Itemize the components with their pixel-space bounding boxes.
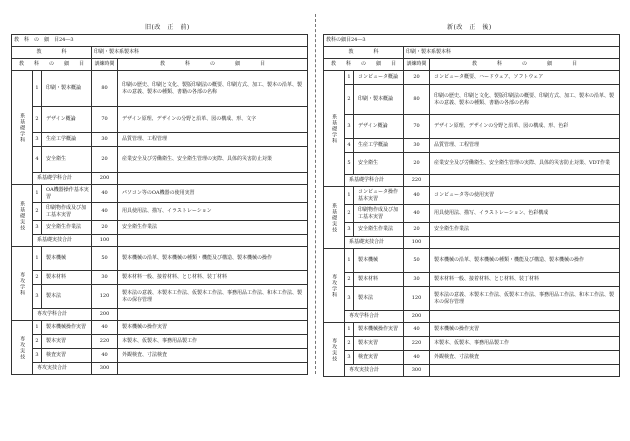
training-hours: 40 (404, 323, 430, 337)
subject-name: 生産工学概論 (354, 139, 404, 153)
col-header-content: 教 科 の 細 目 (430, 59, 620, 71)
table-row (324, 249, 620, 273)
subject-content: 本製本、仮製本、事務用品製工作 (430, 337, 620, 351)
group-label: 専攻学科 (324, 249, 345, 323)
row-number: 3 (345, 223, 354, 237)
group-label: 系基礎実技 (12, 185, 33, 247)
row-number: 1 (33, 247, 42, 271)
subject-content: 用具使用法、描写、イラストレーション、色彩構成 (430, 205, 620, 223)
training-hours: 20 (92, 147, 118, 173)
training-hours: 80 (404, 85, 430, 115)
subtotal-row (12, 309, 308, 321)
table-row (324, 115, 620, 139)
table-row (324, 351, 620, 365)
group-label: 専攻実技 (324, 323, 345, 377)
row-number: 4 (345, 139, 354, 153)
kyoka-label: 教 科 (324, 47, 404, 59)
subject-name: コンピュータ概論 (354, 71, 404, 85)
row-number: 3 (33, 133, 42, 147)
training-hours: 40 (92, 203, 118, 221)
subtotal-row (12, 235, 308, 247)
training-hours: 40 (92, 185, 118, 203)
table-row (12, 271, 308, 285)
training-hours: 40 (404, 187, 430, 205)
subject-content: 製本法の意義、本製本工作法、仮製本工作法、事務用品工作法、和本工作法、製本の保存管理 (118, 285, 308, 309)
row-number: 2 (33, 335, 42, 349)
table-row (12, 221, 308, 235)
subject-name: デザイン概論 (42, 107, 92, 133)
subject-content: デザイン原理、デザインの分野と沿革、図の構成、形、文字 (118, 107, 308, 133)
group-label: 系基礎学科 (324, 71, 345, 187)
table-row (324, 273, 620, 287)
subject-content: 印刷の歴史、印刷と文化、製版印刷法の概要、印刷方式、加工、製本の沿革、製本の意義、製本の種類、書籍の各部の名称 (430, 85, 620, 115)
subtotal-label: 専攻実技合計 (345, 365, 404, 377)
table-row (12, 247, 308, 271)
table-row (324, 139, 620, 153)
subtotal-hours: 200 (404, 311, 430, 323)
subject-content: 製本機械の沿革、製本機械の種類・機能及び構造、製本機械の操作 (118, 247, 308, 271)
table-row (324, 205, 620, 223)
table-caption: 教科の細目24―3 (324, 35, 620, 47)
kyoka-label: 教 科 (12, 47, 92, 59)
subject-name: 安全衛生作業法 (354, 223, 404, 237)
subtotal-label: 系基礎実技合計 (33, 235, 92, 247)
table-row (324, 287, 620, 311)
subtotal-row (12, 173, 308, 185)
subject-content: 製本材料一般、接着材料、とじ材料、装丁材料 (118, 271, 308, 285)
subject-content: 用具使用法、描写、イラストレーション (118, 203, 308, 221)
subtotal-hours: 300 (92, 363, 118, 375)
table-row (324, 153, 620, 175)
subtotal-blank (430, 365, 620, 377)
row-number: 1 (345, 187, 354, 205)
table-row (12, 321, 308, 335)
subject-name: 製本材料 (42, 271, 92, 285)
subject-content: 安全衛生作業法 (118, 221, 308, 235)
training-hours: 50 (404, 249, 430, 273)
training-hours: 220 (92, 335, 118, 349)
training-hours: 50 (92, 247, 118, 271)
table-row (12, 71, 308, 107)
kyoka-value: 印刷・製本系製本科 (404, 47, 620, 59)
row-number: 3 (33, 221, 42, 235)
subject-name: 製本法 (354, 287, 404, 311)
subject-content: 産業安全及び労働衛生、安全衛生管理の実際、具体的災害防止対策 (118, 147, 308, 173)
subject-name: 印刷物作成及び加工基本実習 (42, 203, 92, 221)
training-hours: 40 (404, 351, 430, 365)
table-row (324, 71, 620, 85)
subject-content: 製本材料一般、接着材料、とじ材料、装丁材料 (430, 273, 620, 287)
subject-content: 製本機械の操作実習 (118, 321, 308, 335)
subtotal-blank (430, 311, 620, 323)
col-header-content: 教 科 の 細 目 (118, 59, 308, 71)
subject-name: 検査実習 (354, 351, 404, 365)
subtotal-label: 専攻実技合計 (33, 363, 92, 375)
group-label: 系基礎実技 (324, 187, 345, 249)
row-number: 1 (345, 71, 354, 85)
row-number: 2 (33, 271, 42, 285)
subject-name: 検査実習 (42, 349, 92, 363)
table-row (12, 185, 308, 203)
subject-name: 安全衛生 (42, 147, 92, 173)
new-curriculum-table (323, 34, 620, 377)
training-hours: 70 (92, 107, 118, 133)
subject-content: 外観検査、寸法検査 (430, 351, 620, 365)
row-number: 1 (345, 249, 354, 273)
subject-content: パソコン等のOA機器の使用実習 (118, 185, 308, 203)
old-heading: 旧(改 正 前) (145, 24, 190, 31)
subject-name: 製本材料 (354, 273, 404, 287)
subject-name: 製本機械操作実習 (354, 323, 404, 337)
subject-content: コンピュータ概要、ハードウェア、ソフトウェア (430, 71, 620, 85)
training-hours: 20 (404, 153, 430, 175)
table-row (324, 85, 620, 115)
training-hours: 30 (404, 139, 430, 153)
subtotal-blank (118, 363, 308, 375)
col-header-hours: 訓練時間 (92, 59, 118, 71)
subject-content: 印刷の歴史、印刷と文化、製版印刷法の概要、印刷方式、加工、製本の沿革、製本の意義、製本の種類、書籍の各部の名称 (118, 71, 308, 107)
row-number: 1 (345, 323, 354, 337)
subject-name: 印刷物作成及び加工基本実習 (354, 205, 404, 223)
row-number: 3 (345, 115, 354, 139)
subtotal-row (324, 175, 620, 187)
subtotal-label: 系基礎実技合計 (345, 237, 404, 249)
kyoka-value: 印刷・製本系製本科 (92, 47, 308, 59)
row-number: 3 (345, 287, 354, 311)
subject-content: 産業安全及び労働衛生、安全衛生管理の実際、具体的災害防止対策、VDT作業 (430, 153, 620, 175)
row-number: 3 (33, 285, 42, 309)
training-hours: 220 (404, 337, 430, 351)
subject-name: 製本機械 (354, 249, 404, 273)
table-row (12, 203, 308, 221)
subtotal-blank (118, 309, 308, 321)
subject-name: 製本機械 (42, 247, 92, 271)
subject-name: 製本法 (42, 285, 92, 309)
table-row (12, 107, 308, 133)
subject-content: 品質管理、工程管理 (430, 139, 620, 153)
row-number: 3 (33, 349, 42, 363)
row-number: 2 (345, 85, 354, 115)
subject-content: 製本法の意義、本製本工作法、仮製本工作法、事務用品工作法、和本工作法、製本の保存管理 (430, 287, 620, 311)
training-hours: 20 (404, 223, 430, 237)
subtotal-label: 系基礎学科合計 (33, 173, 92, 185)
row-number: 3 (345, 351, 354, 365)
subtotal-row (324, 237, 620, 249)
row-number: 4 (33, 147, 42, 173)
group-label: 専攻実技 (12, 321, 33, 375)
old-curriculum-table (11, 34, 308, 375)
subject-content: 外観検査、寸法検査 (118, 349, 308, 363)
training-hours: 40 (92, 321, 118, 335)
training-hours: 30 (92, 133, 118, 147)
subtotal-blank (118, 173, 308, 185)
center-divider (315, 14, 316, 374)
training-hours: 40 (92, 349, 118, 363)
subject-name: 印刷・製本概論 (354, 85, 404, 115)
table-row (12, 147, 308, 173)
table-row (324, 187, 620, 205)
subtotal-label: 系基礎学科合計 (345, 175, 404, 187)
table-row (12, 285, 308, 309)
row-number: 1 (33, 71, 42, 107)
subject-name: 印刷・製本概論 (42, 71, 92, 107)
new-heading: 新(改 正 後) (447, 24, 492, 31)
training-hours: 120 (92, 285, 118, 309)
subject-name: OA機器操作基本実習 (42, 185, 92, 203)
table-row (324, 337, 620, 351)
row-number: 2 (33, 203, 42, 221)
subtotal-blank (430, 175, 620, 187)
subtotal-blank (430, 237, 620, 249)
subtotal-hours: 300 (404, 365, 430, 377)
training-hours: 40 (404, 205, 430, 223)
subtotal-hours: 100 (404, 237, 430, 249)
row-number: 2 (345, 273, 354, 287)
subject-name: デザイン概論 (354, 115, 404, 139)
training-hours: 120 (404, 287, 430, 311)
training-hours: 80 (92, 71, 118, 107)
subtotal-label: 専攻学科合計 (33, 309, 92, 321)
subject-name: 製本機械操作実習 (42, 321, 92, 335)
subject-content: 安全衛生作業法 (430, 223, 620, 237)
subtotal-hours: 220 (404, 175, 430, 187)
subject-content: 本製本、仮製本、事務用品製工作 (118, 335, 308, 349)
subtotal-hours: 200 (92, 173, 118, 185)
subtotal-row (324, 311, 620, 323)
subject-content: デザイン原理、デザインの分野と沿革、図の構成、形、色彩 (430, 115, 620, 139)
col-header-hours: 訓練時間 (404, 59, 430, 71)
training-hours: 20 (92, 221, 118, 235)
subject-name: 安全衛生作業法 (42, 221, 92, 235)
subject-name: コンピュータ操作基本実習 (354, 187, 404, 205)
training-hours: 30 (92, 271, 118, 285)
row-number: 5 (345, 153, 354, 175)
table-caption: 教 科 の 細 目24―3 (12, 35, 308, 47)
training-hours: 70 (404, 115, 430, 139)
subject-content: 製本機械の操作実習 (430, 323, 620, 337)
subject-name: 製本実習 (354, 337, 404, 351)
subtotal-label: 専攻学科合計 (345, 311, 404, 323)
subtotal-hours: 200 (92, 309, 118, 321)
subject-content: 製本機械の沿革、製本機械の種類・機能及び構造、製本機械の操作 (430, 249, 620, 273)
subtotal-blank (118, 235, 308, 247)
row-number: 2 (33, 107, 42, 133)
table-row (12, 335, 308, 349)
col-header-subject: 教 科 の 細 目 (324, 59, 404, 71)
col-header-subject: 教 科 の 細 目 (12, 59, 92, 71)
subject-name: 生産工学概論 (42, 133, 92, 147)
table-row (12, 133, 308, 147)
training-hours: 20 (404, 71, 430, 85)
subtotal-row (324, 365, 620, 377)
subject-content: 品質管理、工程管理 (118, 133, 308, 147)
subtotal-row (12, 363, 308, 375)
training-hours: 30 (404, 273, 430, 287)
subject-name: 安全衛生 (354, 153, 404, 175)
row-number: 2 (345, 337, 354, 351)
row-number: 1 (33, 185, 42, 203)
group-label: 系基礎学科 (12, 71, 33, 185)
subtotal-hours: 100 (92, 235, 118, 247)
table-row (324, 323, 620, 337)
table-row (12, 349, 308, 363)
row-number: 1 (33, 321, 42, 335)
row-number: 2 (345, 205, 354, 223)
subject-name: 製本実習 (42, 335, 92, 349)
table-row (324, 223, 620, 237)
group-label: 専攻学科 (12, 247, 33, 321)
subject-content: コンピュータ等の使用実習 (430, 187, 620, 205)
